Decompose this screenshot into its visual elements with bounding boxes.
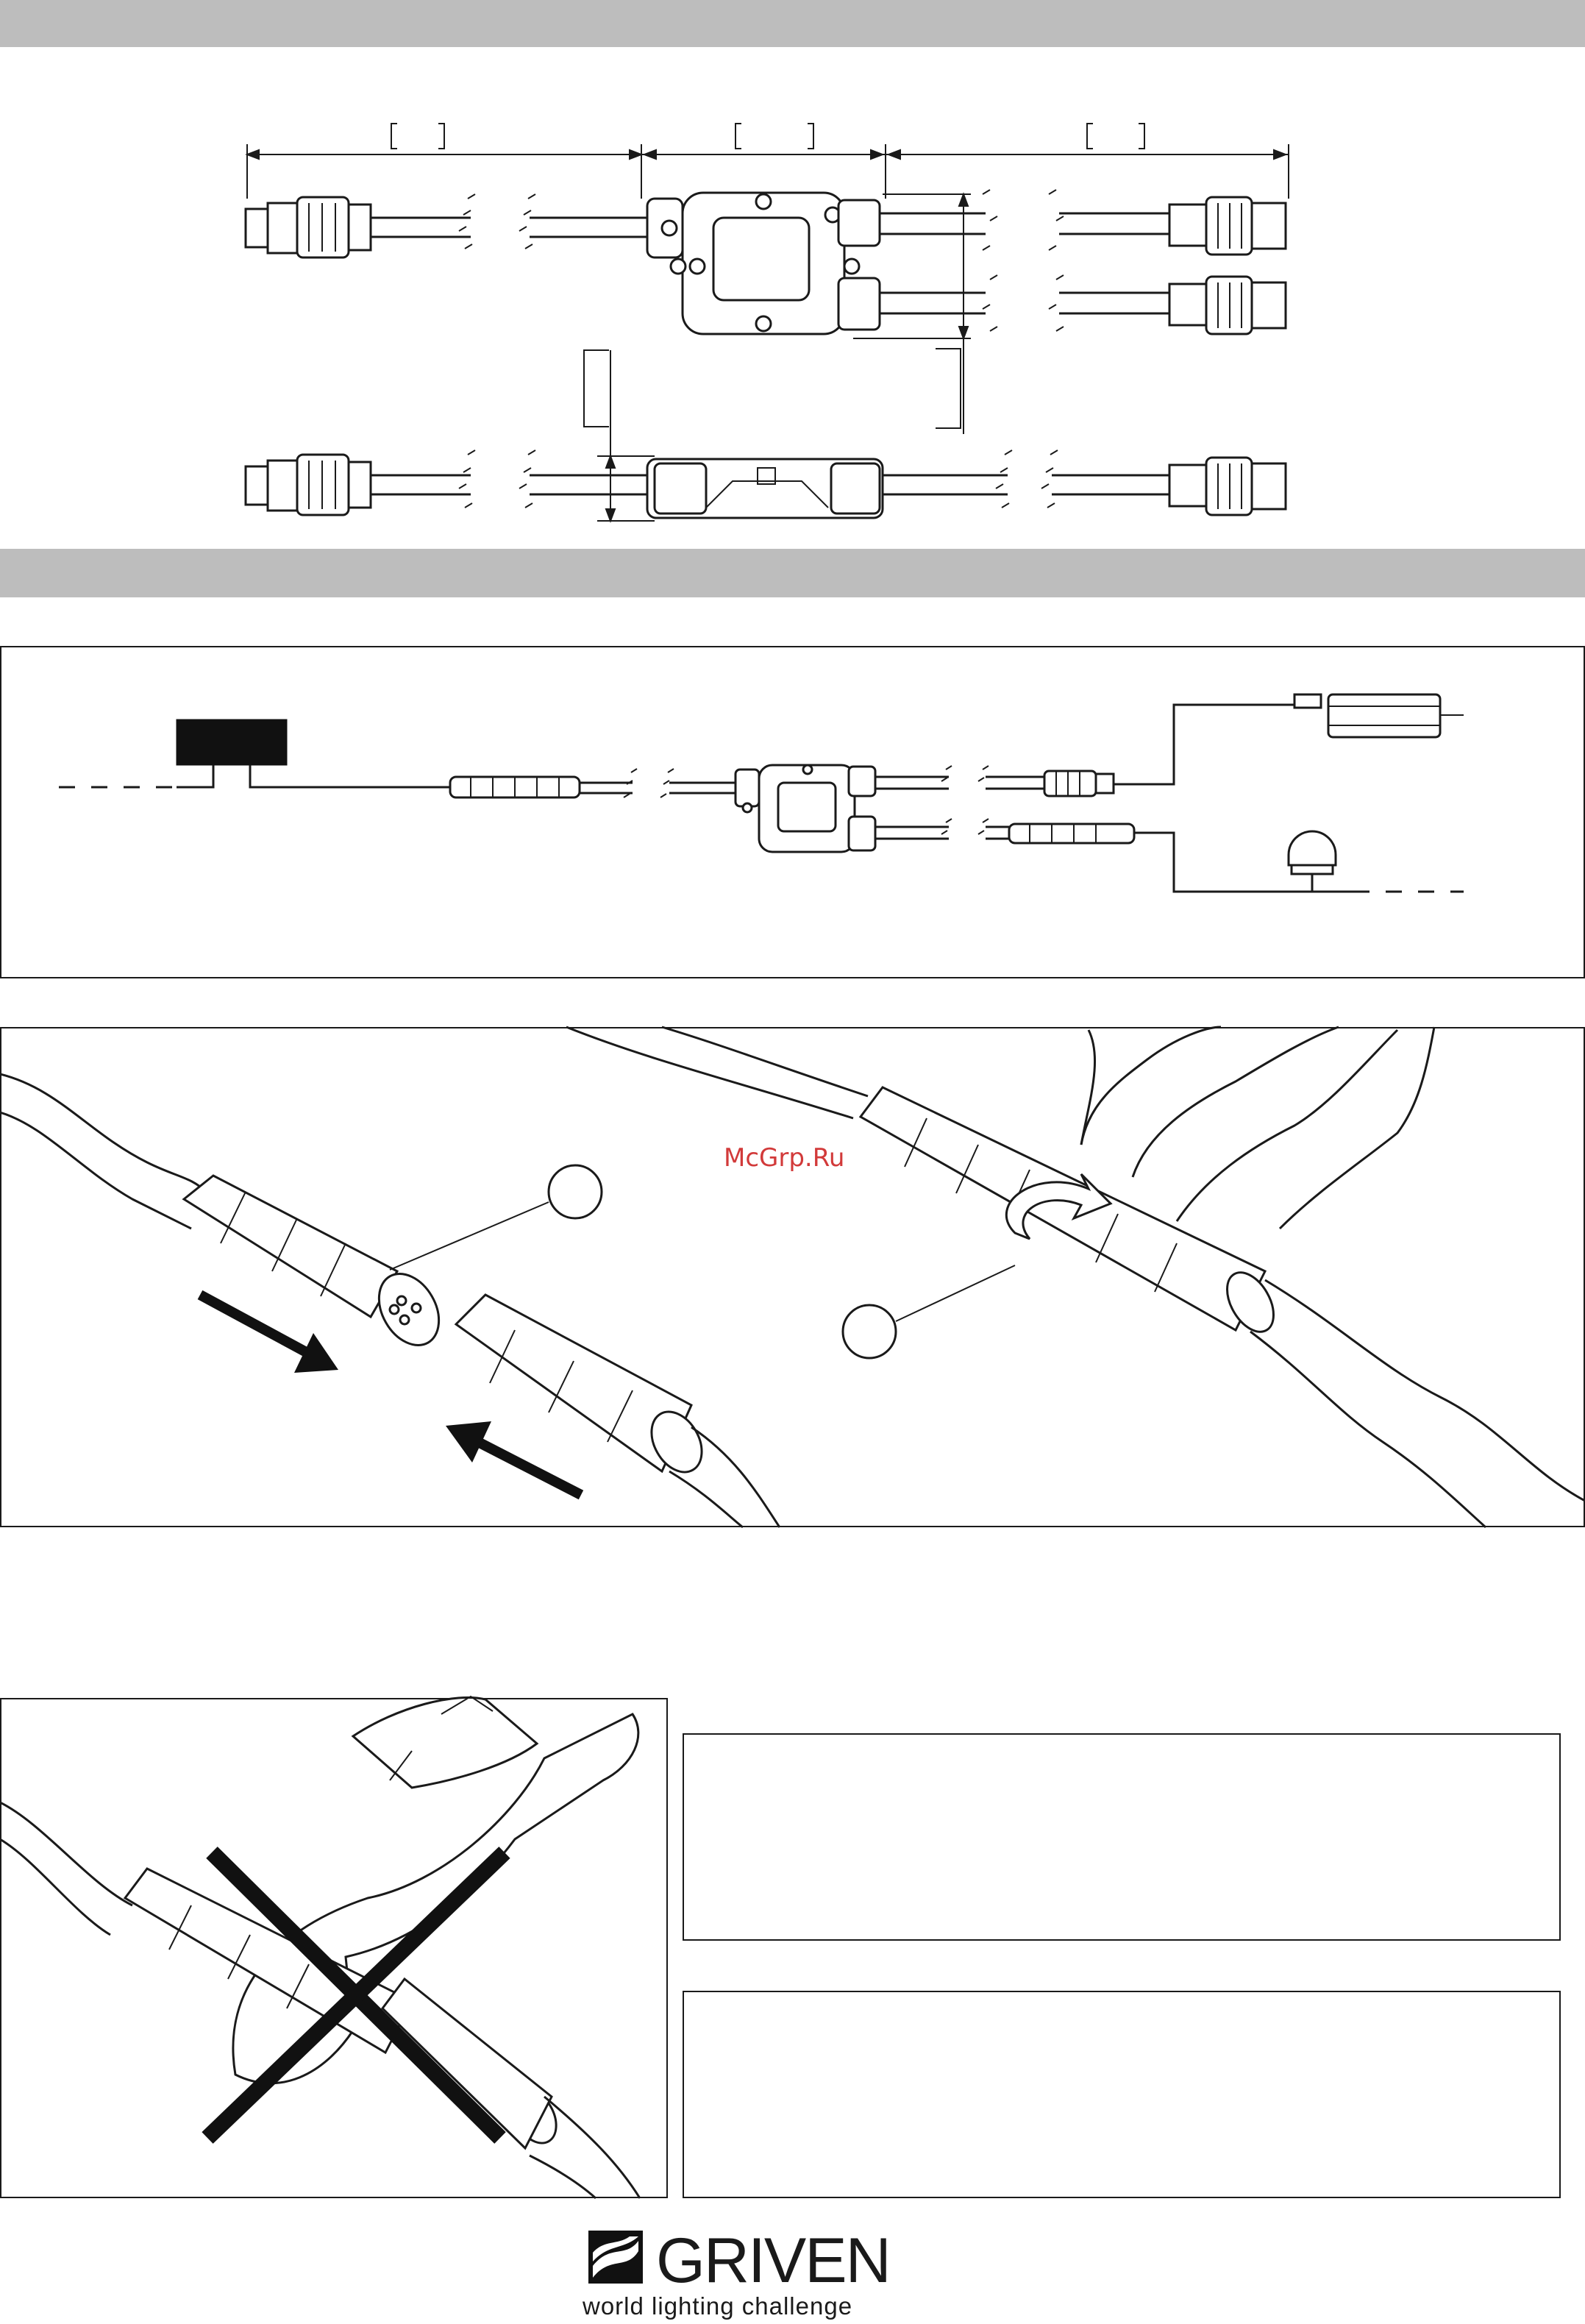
brand-tagline: world lighting challenge — [583, 2292, 853, 2320]
brand-name: GRIVEN — [656, 2225, 890, 2296]
watermark-text: McGrp.Ru — [724, 1143, 845, 1173]
